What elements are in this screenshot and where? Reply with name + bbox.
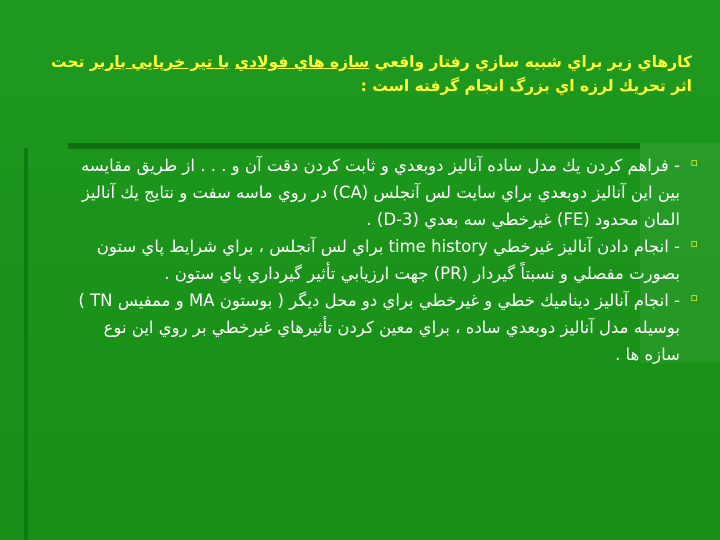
title-part-3: با تير خرپايي باربر [89,53,230,71]
bullet-item-2 [70,233,698,287]
title-part-4: تحت اثر تحريك لرزه اي بزرگ انجام گرفته است : [51,53,692,95]
bullet-list-container [70,152,698,368]
bullet-item-3 [70,287,698,368]
bullet-text-3: - انجام آناليز ديناميك خطي و غيرخطي براي دو محل ديگر ( بوستون MA و ممفيس TN ) بوسيله مدل آناليز دوبعدي ساده ، براي معين كردن تأثيرهاي غيرخطي بر روي اين نوع سازه ها . [78,291,680,364]
title-part-2: سازه هاي فولادي [234,53,370,71]
square-bullet-icon: ▫ [690,291,698,304]
square-bullet-icon: ▫ [690,237,698,250]
bullet-item-1 [70,152,698,233]
decorative-bar-left [24,148,28,540]
decorative-bar-top [68,143,640,149]
square-bullet-icon: ▫ [690,156,698,169]
title-part-1: كارهاي زير براي شبيه سازي رفتار واقعي [374,53,692,71]
bullet-list [70,152,698,368]
bullet-text-2: - انجام دادن آناليز غيرخطي time history براي لس آنجلس ، براي شرايط پاي ستون بصورت مفصلي و نسبتاً گيردار (PR) جهت ارزيابي تأثير گيرداري پاي ستون . [96,237,680,283]
bullet-text-1: - فراهم كردن يك مدل ساده آناليز دوبعدي و ثابت كردن دقت آن و . . . از طريق مقايسه بين اين آناليز دوبعدي براي سايت لس آنجلس (CA) در روي ماسه سفت و نتايج يك آناليز المان محدود (FE) غيرخطي سه بعدي (D-3) . [80,156,680,229]
slide-title [30,50,692,98]
